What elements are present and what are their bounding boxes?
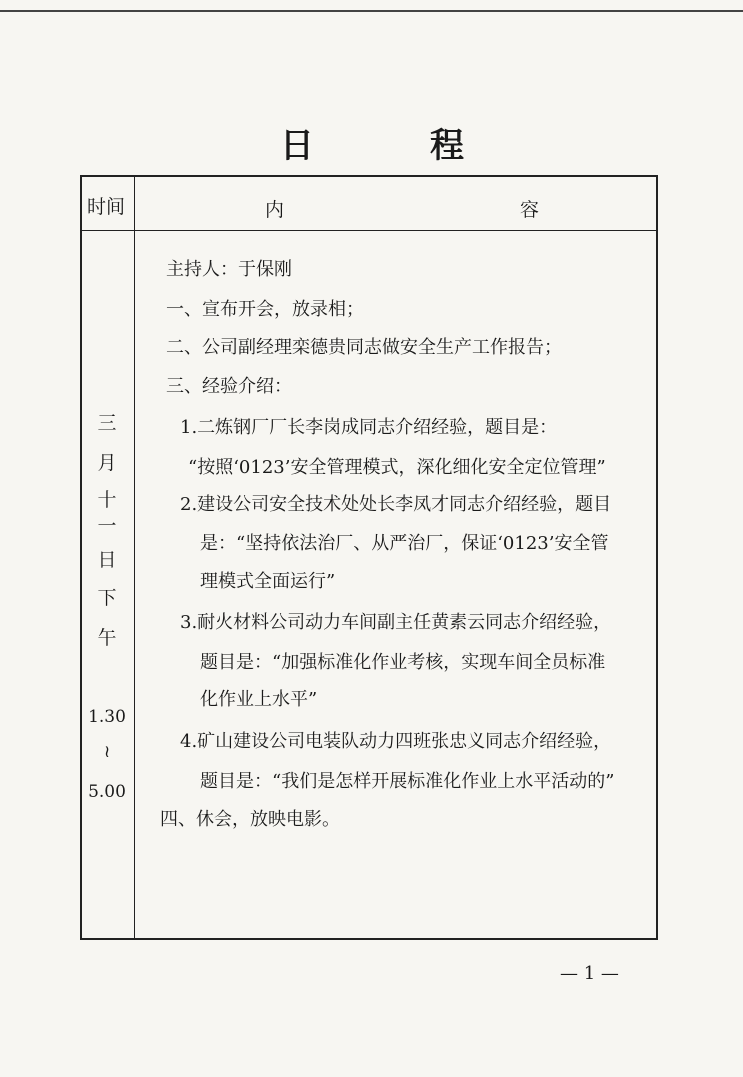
content-line: 一、宣布开会，放录相； xyxy=(166,299,364,320)
time-char: 一 xyxy=(97,515,117,537)
content-line: 1.二炼钢厂厂长李岗成同志介绍经验，题目是： xyxy=(180,417,558,438)
content-line: “按照‘0123’安全管理模式，深化细化安全定位管理” xyxy=(188,457,606,478)
header-content-2: 容 xyxy=(520,199,540,221)
content-line: 题目是：“我们是怎样开展标准化作业上水平活动的” xyxy=(200,771,615,792)
page-title xyxy=(0,118,743,164)
content-line: 主持人：于保刚 xyxy=(166,259,292,280)
time-char: 三 xyxy=(97,412,117,434)
title-char-1: 日 xyxy=(280,126,314,166)
table-bottom-border xyxy=(80,938,658,940)
content-line: 二、公司副经理栾德贵同志做安全生产工作报告； xyxy=(166,337,562,358)
content-line: 是：“坚持依法治厂、从严治厂，保证‘0123’安全管 xyxy=(200,533,609,554)
content-line: 4.矿山建设公司电装队动力四班张忠义同志介绍经验， xyxy=(180,731,612,752)
title-char-2: 程 xyxy=(430,126,464,166)
content-line: 3.耐火材料公司动力车间副主任黄素云同志介绍经验， xyxy=(180,612,612,633)
table-top-border xyxy=(80,175,658,177)
content-line: 三、经验介绍： xyxy=(166,376,292,397)
top-border xyxy=(0,0,743,12)
time-end: 5.00 xyxy=(88,782,126,802)
page-number: — 1 — xyxy=(560,963,619,984)
content-line: 理模式全面运行” xyxy=(200,571,336,592)
time-char: 十 xyxy=(97,489,117,511)
header-content-1: 内 xyxy=(265,199,285,221)
content-line: 四、休会，放映电影。 xyxy=(160,809,340,830)
header-time: 时间 xyxy=(87,196,126,218)
time-start: 1.30 xyxy=(88,707,126,727)
time-char: 午 xyxy=(97,627,117,649)
header-divider xyxy=(80,230,658,231)
table-right-border xyxy=(656,175,658,940)
column-divider xyxy=(134,175,135,940)
schedule-table xyxy=(80,175,658,940)
content-line: 2.建设公司安全技术处处长李凤才同志介绍经验，题目 xyxy=(180,494,612,515)
content-line: 化作业上水平” xyxy=(200,689,318,710)
content-line: 题目是：“加强标准化作业考核，实现车间全员标准 xyxy=(200,652,606,673)
time-char: 月 xyxy=(97,452,117,474)
time-char: 下 xyxy=(97,587,117,609)
time-char: 日 xyxy=(97,549,117,571)
time-separator: ≀ xyxy=(103,742,111,762)
